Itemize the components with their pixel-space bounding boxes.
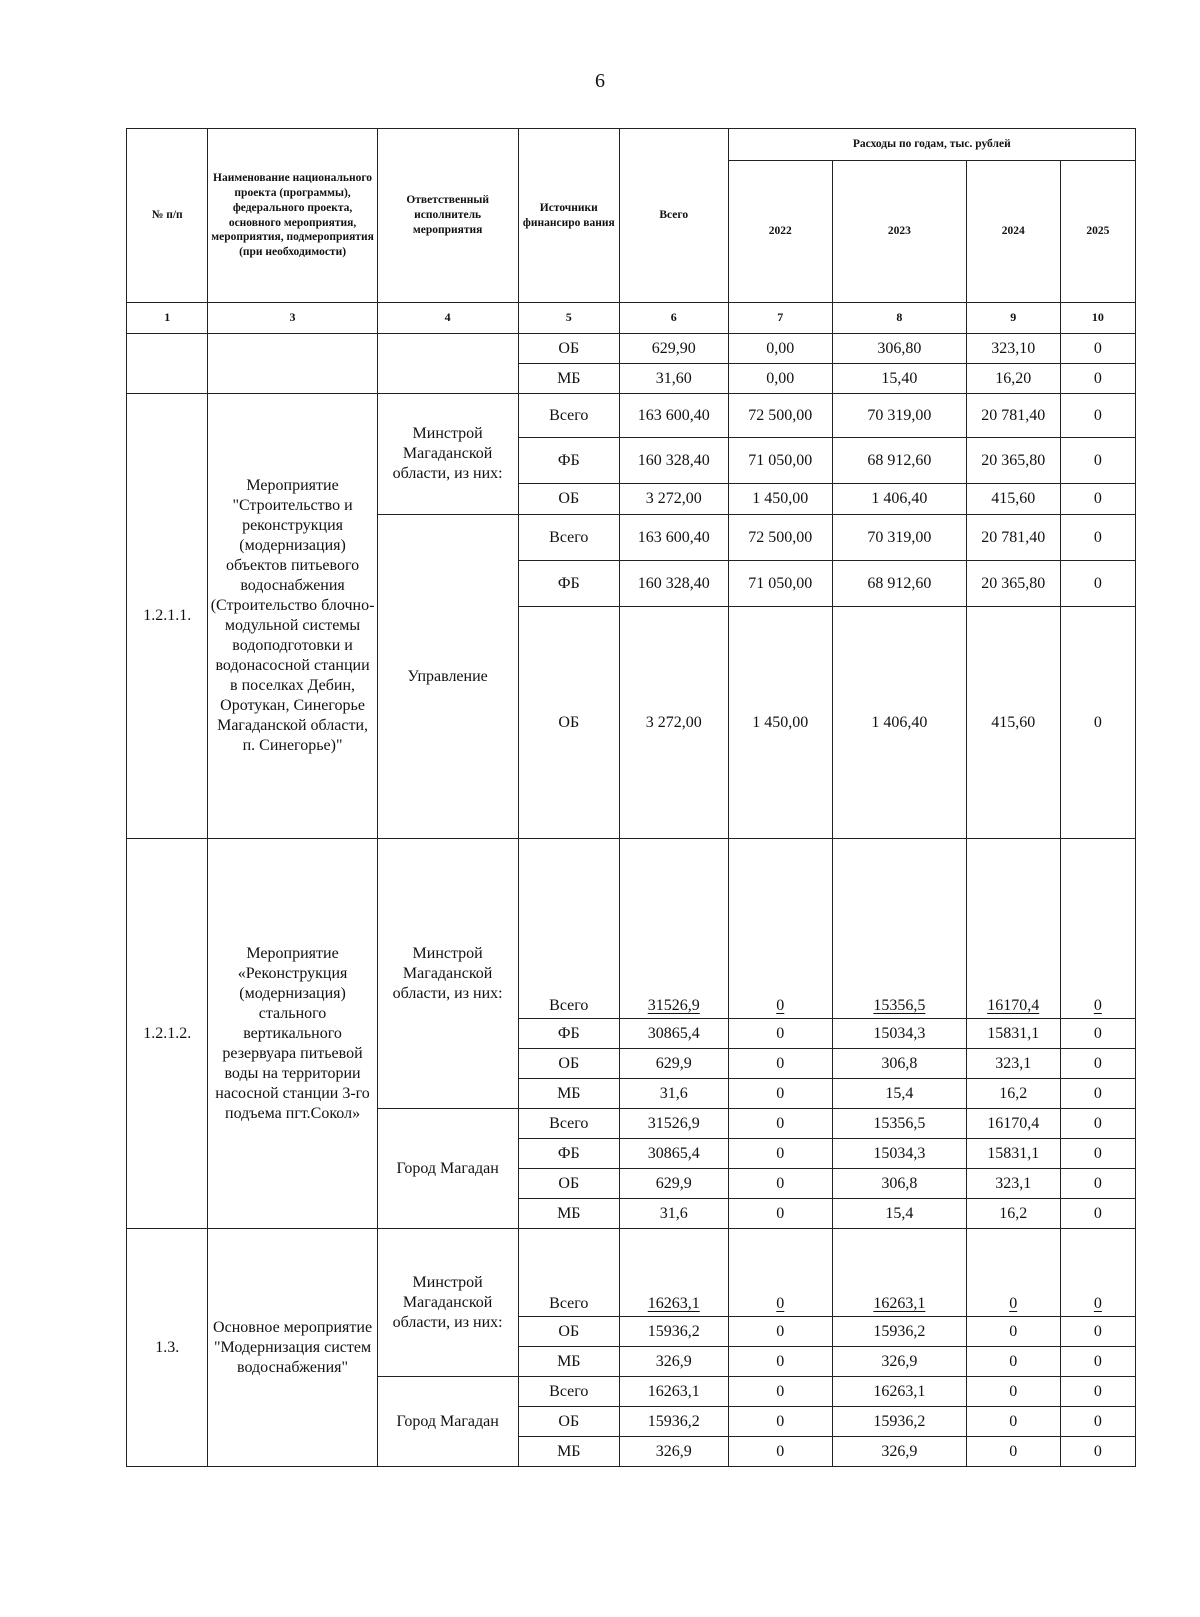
year-cell: 15831,1 — [966, 1139, 1060, 1169]
total-cell: 31526,9 — [619, 1109, 728, 1139]
year-cell: 0 — [1060, 1437, 1135, 1467]
year-cell: 70 319,00 — [833, 394, 967, 438]
year-cell: 0 — [728, 1347, 832, 1377]
source-cell: ОБ — [518, 1317, 619, 1347]
table-row — [127, 334, 1136, 364]
header-sources: Источники финансиро вания — [518, 129, 619, 303]
year-cell: 0 — [966, 1317, 1060, 1347]
year-cell: 0 — [728, 1317, 832, 1347]
year-cell: 0 — [1060, 1199, 1135, 1229]
header-year-2023: 2023 — [833, 161, 967, 303]
source-cell: Всего — [518, 839, 619, 1019]
source-cell: ОБ — [518, 334, 619, 364]
total-cell: 326,9 — [619, 1347, 728, 1377]
year-cell: 15,4 — [833, 1199, 967, 1229]
year-cell: 16,20 — [966, 364, 1060, 394]
year-cell — [728, 839, 832, 1019]
header-num: № п/п — [127, 129, 208, 303]
year-cell: 1 406,40 — [833, 484, 967, 515]
col-number: 4 — [377, 303, 518, 334]
year-cell: 0,00 — [728, 334, 832, 364]
year-cell: 1 406,40 — [833, 607, 967, 839]
col-number: 7 — [728, 303, 832, 334]
header-years-group: Расходы по годам, тыс. рублей — [728, 129, 1135, 161]
source-cell: МБ — [518, 1347, 619, 1377]
year-cell: 0 — [1060, 561, 1135, 607]
year-value: 0 — [1093, 1295, 1102, 1312]
year-cell: 0 — [1060, 1347, 1135, 1377]
year-cell — [833, 839, 967, 1019]
year-cell: 0 — [728, 1139, 832, 1169]
year-cell: 326,9 — [833, 1347, 967, 1377]
year-cell: 16,2 — [966, 1199, 1060, 1229]
year-cell: 0,00 — [728, 364, 832, 394]
year-cell: 20 365,80 — [966, 438, 1060, 484]
year-cell: 0 — [728, 1377, 832, 1407]
year-cell: 0 — [1060, 1139, 1135, 1169]
year-cell: 15936,2 — [833, 1407, 967, 1437]
measure-name: Мероприятие "Строительство и реконструкция (модернизация) объектов питьевого водоснабжения (Строительство блочно-модульной системы водоподготовки и водонасосной станции в поселках Дебин, Оротукан, Синегорье Магаданской области, п. Синегорье)" — [208, 394, 377, 839]
col-number: 10 — [1060, 303, 1135, 334]
year-cell: 415,60 — [966, 484, 1060, 515]
col-number: 1 — [127, 303, 208, 334]
year-cell: 326,9 — [833, 1437, 967, 1467]
total-cell: 16263,1 — [619, 1377, 728, 1407]
year-cell: 1 450,00 — [728, 484, 832, 515]
col-number: 3 — [208, 303, 377, 334]
total-cell: 163 600,40 — [619, 515, 728, 561]
executor-cell: Город Магадан — [377, 1377, 518, 1467]
source-cell: Всего — [518, 1377, 619, 1407]
total-cell: 31,6 — [619, 1079, 728, 1109]
col-number: 5 — [518, 303, 619, 334]
source-cell: Всего — [518, 515, 619, 561]
executor-cell: Управление — [377, 515, 518, 839]
year-cell: 15831,1 — [966, 1019, 1060, 1049]
year-cell: 0 — [1060, 1377, 1135, 1407]
year-cell: 68 912,60 — [833, 561, 967, 607]
page-number: 6 — [595, 70, 605, 92]
total-cell: 3 272,00 — [619, 484, 728, 515]
executor-cell: Минстрой Магаданской области, из них: — [377, 394, 518, 515]
year-value: 0 — [1009, 1295, 1018, 1312]
row-number: 1.3. — [127, 1229, 208, 1467]
total-cell: 31,6 — [619, 1199, 728, 1229]
year-value: 16263,1 — [873, 1295, 926, 1312]
source-cell: ОБ — [518, 484, 619, 515]
col-number: 8 — [833, 303, 967, 334]
source-cell: МБ — [518, 364, 619, 394]
year-cell: 0 — [728, 1169, 832, 1199]
total-cell: 160 328,40 — [619, 438, 728, 484]
header-name: Наименование национального проекта (программы), федерального проекта, основного мероприятия, мероприятия, подмероприятия (при необходимости) — [208, 129, 377, 303]
year-cell: 15356,5 — [833, 1109, 967, 1139]
col-number: 6 — [619, 303, 728, 334]
year-cell: 0 — [1060, 484, 1135, 515]
total-cell — [619, 839, 728, 1019]
source-cell: ОБ — [518, 1049, 619, 1079]
year-cell: 0 — [728, 1407, 832, 1437]
year-cell: 0 — [728, 1437, 832, 1467]
year-cell: 0 — [1060, 1169, 1135, 1199]
total-cell: 163 600,40 — [619, 394, 728, 438]
year-cell: 15,40 — [833, 364, 967, 394]
year-cell — [1060, 839, 1135, 1019]
year-cell: 0 — [1060, 1407, 1135, 1437]
year-cell: 0 — [728, 1109, 832, 1139]
source-cell: ФБ — [518, 438, 619, 484]
source-cell: МБ — [518, 1079, 619, 1109]
column-numbers-row — [127, 303, 1136, 334]
total-cell: 3 272,00 — [619, 607, 728, 839]
year-cell: 323,10 — [966, 334, 1060, 364]
expenses-table — [126, 128, 1136, 1467]
year-cell: 415,60 — [966, 607, 1060, 839]
source-cell: Всего — [518, 1229, 619, 1317]
row-number: 1.2.1.1. — [127, 394, 208, 839]
year-cell: 0 — [1060, 1049, 1135, 1079]
year-value: 0 — [776, 997, 785, 1014]
source-cell: МБ — [518, 1199, 619, 1229]
header-executor: Ответственный исполнитель мероприятия — [377, 129, 518, 303]
total-cell — [619, 1229, 728, 1317]
year-cell: 15936,2 — [833, 1317, 967, 1347]
table-row — [127, 1229, 1136, 1317]
total-cell: 31,60 — [619, 364, 728, 394]
total-cell: 629,90 — [619, 334, 728, 364]
year-cell: 71 050,00 — [728, 438, 832, 484]
year-cell: 72 500,00 — [728, 394, 832, 438]
year-cell: 15034,3 — [833, 1139, 967, 1169]
source-cell: ФБ — [518, 561, 619, 607]
year-cell: 0 — [728, 1199, 832, 1229]
year-cell: 1 450,00 — [728, 607, 832, 839]
year-value: 0 — [1093, 997, 1102, 1014]
year-cell: 323,1 — [966, 1049, 1060, 1079]
year-value: 0 — [776, 1295, 785, 1312]
year-cell: 72 500,00 — [728, 515, 832, 561]
total-cell: 629,9 — [619, 1169, 728, 1199]
source-cell: Всего — [518, 394, 619, 438]
executor-cell: Минстрой Магаданской области, из них: — [377, 839, 518, 1109]
total-cell: 629,9 — [619, 1049, 728, 1079]
year-cell: 0 — [1060, 607, 1135, 839]
year-cell: 71 050,00 — [728, 561, 832, 607]
measure-name: Мероприятие «Реконструкция (модернизация) стального вертикального резервуара питьевой воды на территории насосной станции 3-го подъема пгт.Сокол» — [208, 839, 377, 1229]
total-value: 31526,9 — [647, 997, 700, 1014]
total-cell: 326,9 — [619, 1437, 728, 1467]
header-year-2025: 2025 — [1060, 161, 1135, 303]
year-cell: 0 — [966, 1347, 1060, 1377]
year-cell — [966, 839, 1060, 1019]
year-cell — [833, 1229, 967, 1317]
table-row — [127, 839, 1136, 1019]
table-header — [127, 129, 1136, 334]
source-cell: ОБ — [518, 1169, 619, 1199]
header-year-2024: 2024 — [966, 161, 1060, 303]
year-cell: 0 — [1060, 438, 1135, 484]
year-cell: 306,80 — [833, 334, 967, 364]
year-cell — [728, 1229, 832, 1317]
year-cell: 20 781,40 — [966, 515, 1060, 561]
source-cell: ОБ — [518, 1407, 619, 1437]
total-cell: 160 328,40 — [619, 561, 728, 607]
total-cell: 30865,4 — [619, 1139, 728, 1169]
year-cell: 15034,3 — [833, 1019, 967, 1049]
table-row — [127, 394, 1136, 438]
year-cell: 0 — [728, 1019, 832, 1049]
total-cell: 15936,2 — [619, 1407, 728, 1437]
source-cell: ФБ — [518, 1019, 619, 1049]
year-cell: 0 — [1060, 515, 1135, 561]
year-cell: 0 — [966, 1377, 1060, 1407]
year-cell: 70 319,00 — [833, 515, 967, 561]
empty-cell — [208, 334, 377, 394]
year-value: 15356,5 — [873, 997, 926, 1014]
col-number: 9 — [966, 303, 1060, 334]
year-cell: 16263,1 — [833, 1377, 967, 1407]
source-cell: Всего — [518, 1109, 619, 1139]
year-cell: 306,8 — [833, 1049, 967, 1079]
empty-cell — [377, 334, 518, 394]
year-cell: 306,8 — [833, 1169, 967, 1199]
year-cell: 0 — [1060, 1079, 1135, 1109]
year-cell: 0 — [1060, 364, 1135, 394]
year-cell: 0 — [1060, 1317, 1135, 1347]
year-value: 16170,4 — [987, 997, 1040, 1014]
executor-cell: Минстрой Магаданской области, из них: — [377, 1229, 518, 1377]
header-total: Всего — [619, 129, 728, 303]
year-cell: 0 — [966, 1407, 1060, 1437]
total-value: 16263,1 — [647, 1295, 700, 1312]
year-cell: 0 — [1060, 394, 1135, 438]
year-cell — [966, 1229, 1060, 1317]
year-cell: 0 — [1060, 1109, 1135, 1139]
empty-cell — [127, 334, 208, 394]
year-cell: 16170,4 — [966, 1109, 1060, 1139]
executor-cell: Город Магадан — [377, 1109, 518, 1229]
total-cell: 30865,4 — [619, 1019, 728, 1049]
year-cell: 0 — [966, 1437, 1060, 1467]
source-cell: ОБ — [518, 607, 619, 839]
year-cell: 0 — [728, 1079, 832, 1109]
year-cell: 0 — [728, 1049, 832, 1079]
total-cell: 15936,2 — [619, 1317, 728, 1347]
measure-name: Основное мероприятие "Модернизация систем водоснабжения" — [208, 1229, 377, 1467]
year-cell: 20 781,40 — [966, 394, 1060, 438]
source-cell: МБ — [518, 1437, 619, 1467]
year-cell: 20 365,80 — [966, 561, 1060, 607]
year-cell — [1060, 1229, 1135, 1317]
year-cell: 0 — [1060, 1019, 1135, 1049]
year-cell: 15,4 — [833, 1079, 967, 1109]
header-year-2022: 2022 — [728, 161, 832, 303]
year-cell: 16,2 — [966, 1079, 1060, 1109]
row-number: 1.2.1.2. — [127, 839, 208, 1229]
year-cell: 68 912,60 — [833, 438, 967, 484]
year-cell: 323,1 — [966, 1169, 1060, 1199]
year-cell: 0 — [1060, 334, 1135, 364]
source-cell: ФБ — [518, 1139, 619, 1169]
